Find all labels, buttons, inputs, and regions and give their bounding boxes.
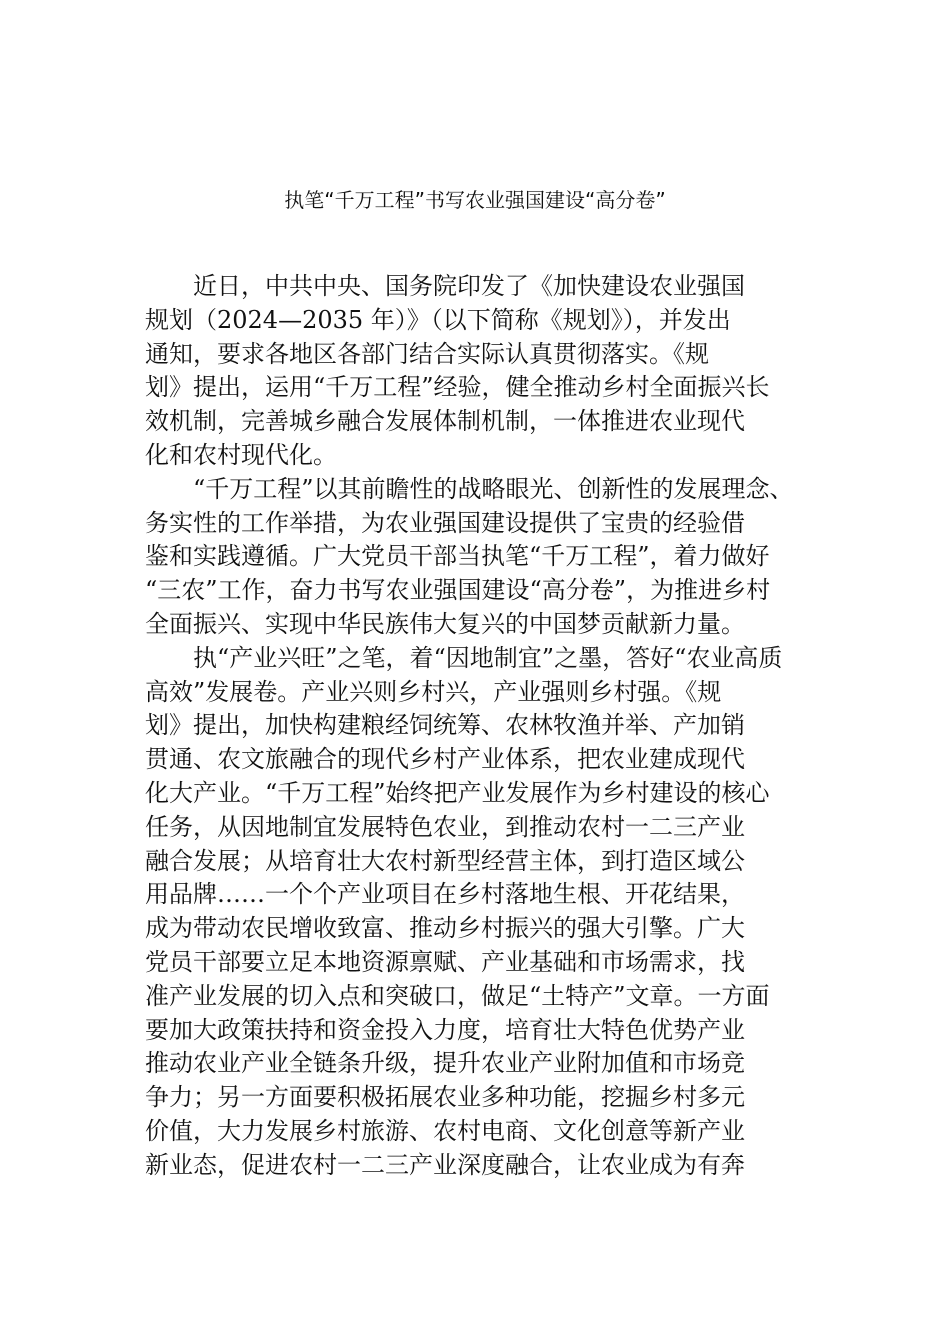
body-text-line: 划》提出，加快构建粮经饲统筹、农林牧渔并举、产加销 (145, 711, 745, 740)
body-text-line: 规划（2024—2035 年）》（以下简称《规划》），并发出 (145, 305, 731, 334)
body-text-line: 划》提出，运用“千万工程”经验，健全推动乡村全面振兴长 (145, 373, 770, 402)
body-text-line: 近日，中共中央、国务院印发了《加快建设农业强国 (193, 272, 745, 300)
body-text-line: 推动农业产业全链条升级，提升农业产业附加值和市场竞 (145, 1049, 745, 1078)
body-text-line: 融合发展；从培育壮大农村新型经营主体，到打造区域公 (145, 846, 745, 875)
document-title: 执笔“千万工程”书写农业强国建设“高分卷” (284, 188, 666, 212)
body-text-line: 全面振兴、实现中华民族伟大复兴的中国梦贡献新力量。 (145, 609, 745, 638)
body-text-line: 新业态，促进农村一二三产业深度融合，让农业成为有奔 (145, 1150, 745, 1179)
body-text-line: 用品牌……一个个产业项目在乡村落地生根、开花结果， (145, 880, 745, 909)
document-body (145, 270, 825, 1183)
body-text-line: 成为带动农民增收致富、推动乡村振兴的强大引擎。广大 (145, 914, 745, 943)
body-text-line: 高效”发展卷。产业兴则乡村兴，产业强则乡村强。《规 (145, 677, 722, 706)
body-text-line: 贯通、农文旅融合的现代乡村产业体系，把农业建成现代 (145, 745, 745, 774)
body-text-line: “三农”工作，奋力书写农业强国建设“高分卷”，为推进乡村 (145, 576, 771, 605)
body-text-line: 争力；另一方面要积极拓展农业多种功能，挖掘乡村多元 (145, 1083, 745, 1112)
body-text-line: 准产业发展的切入点和突破口，做足“土特产”文章。一方面 (145, 981, 770, 1010)
body-text-line: 化和农村现代化。 (145, 440, 337, 469)
body-text-line: “千万工程”以其前瞻性的战略眼光、创新性的发展理念、 (193, 474, 794, 503)
body-text-line: 价值，大力发展乡村旅游、农村电商、文化创意等新产业 (145, 1116, 745, 1145)
body-text-line: 要加大政策扶持和资金投入力度，培育壮大特色优势产业 (145, 1015, 745, 1044)
body-text-line: 执“产业兴旺”之笔，着“因地制宜”之墨，答好“农业高质 (193, 643, 783, 672)
body-text-line: 化大产业。“千万工程”始终把产业发展作为乡村建设的核心 (145, 778, 770, 807)
body-text-line: 效机制，完善城乡融合发展体制机制，一体推进农业现代 (145, 407, 745, 436)
body-text-line: 党员干部要立足本地资源禀赋、产业基础和市场需求，找 (145, 947, 745, 976)
body-text-line: 鉴和实践遵循。广大党员干部当执笔“千万工程”，着力做好 (145, 542, 770, 571)
body-text-line: 任务，从因地制宜发展特色农业，到推动农村一二三产业 (145, 812, 745, 841)
body-text-line: 务实性的工作举措，为农业强国建设提供了宝贵的经验借 (145, 508, 745, 537)
body-text-line: 通知，要求各地区各部门结合实际认真贯彻落实。《规 (145, 339, 709, 368)
